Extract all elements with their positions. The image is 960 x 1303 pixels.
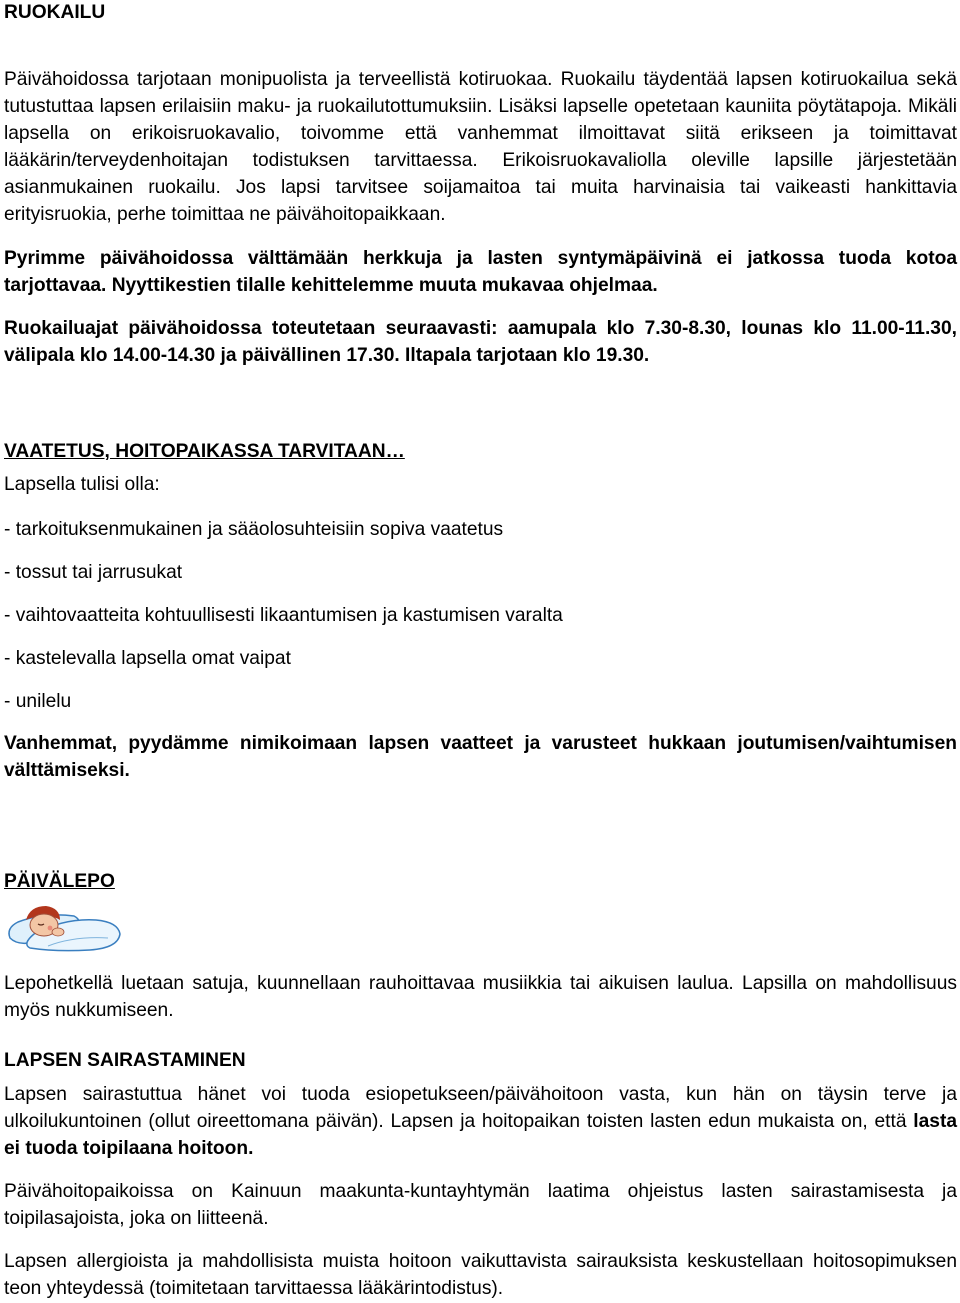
sairastaminen-paragraph-1 [4, 1081, 957, 1162]
list-item: - tossut tai jarrusukat [4, 562, 183, 583]
list-item: - vaihtovaatteita kohtuullisesti likaantumisen ja kastumisen varalta [4, 605, 563, 626]
list-item: - unilelu [4, 691, 72, 712]
vaatetus-note: Vanhemmat, pyydämme nimikoimaan lapsen vaatteet ja varusteet hukkaan joutumisen/vaihtumisen välttämiseksi. [4, 733, 957, 781]
sairastaminen-paragraph-3: Lapsen allergioista ja mahdollisista muista hoitoon vaikuttavista sairauksista keskustellaan hoitosopimuksen teon yhteydessä (toimitetaan tarvittaessa lääkärintodistus). [4, 1251, 957, 1299]
sairastaminen-paragraph-1-text: Lapsen sairastuttua hänet voi tuoda esiopetukseen/päivähoitoon vasta, kun hän on täysin terve ja ulkoilukuntoinen (ollut oireettomana päivän). Lapsen ja hoitopaikan toisten lasten edun mukaista on, että [4, 1084, 957, 1132]
list-item: - kastelevalla lapsella omat vaipat [4, 648, 291, 669]
sairastaminen-paragraph-2: Päivähoitopaikoissa on Kainuun maakunta-kuntayhtymän laatima ohjeistus lasten sairastamisesta ja toipilasajoista, joka on liitteenä. [4, 1181, 957, 1229]
sairastaminen-paragraph-1-bold: lasta ei tuoda toipilaana hoitoon. [4, 1111, 957, 1159]
heading-sairastaminen: LAPSEN SAIRASTAMINEN [4, 1050, 246, 1071]
vaatetus-intro: Lapsella tulisi olla: [4, 474, 160, 495]
ruokailu-paragraph-2: Pyrimme päivähoidossa välttämään herkkuja ja lasten syntymäpäivinä ei jatkossa tuoda kotoa tarjottavaa. Nyyttikestien tilalle kehittelemme muuta mukavaa ohjelmaa. [4, 248, 957, 296]
sleeping-child-icon [4, 898, 124, 956]
heading-ruokailu: RUOKAILU [4, 2, 106, 23]
ruokailu-paragraph-3: Ruokailuajat päivähoidossa toteutetaan seuraavasti: aamupala klo 7.30-8.30, lounas klo 11.00-11.30, välipala klo 14.00-14.30 ja päivällinen 17.30. Iltapala tarjotaan klo 19.30. [4, 318, 957, 366]
ruokailu-paragraph-1: Päivähoidossa tarjotaan monipuolista ja terveellistä kotiruokaa. Ruokailu täydentää lapsen kotiruokailua sekä tutustuttaa lapsen erilaisiin maku- ja ruokailutottumuksiin. Lisäksi lapselle opetetaan kauniita pöytätapoja. Mikäli lapsella on erikoisruokavalio, toivomme että vanhemmat ilmoittavat siitä erikseen ja toimittavat lääkärin/terveydenhoitajan todistuksen tarvittaessa. Erikoisruokavaliolla oleville lapsille järjestetään asianmukainen ruokailu. Jos lapsi tarvitsee soijamaitoa tai muita harvinaisia tai vaikeasti hankittavia erityisruokia, perhe toimittaa ne päivähoitopaikkaan. [4, 69, 957, 225]
heading-vaatetus: VAATETUS, HOITOPAIKASSA TARVITAAN… [4, 441, 405, 462]
list-item: - tarkoituksenmukainen ja sääolosuhteisiin sopiva vaatetus [4, 519, 504, 540]
heading-paivalepo: PÄIVÄLEPO [4, 871, 115, 892]
paivalepo-text: Lepohetkellä luetaan satuja, kuunnellaan rauhoittavaa musiikkia tai aikuisen laulua. Lapsilla on mahdollisuus myös nukkumiseen. [4, 973, 957, 1021]
